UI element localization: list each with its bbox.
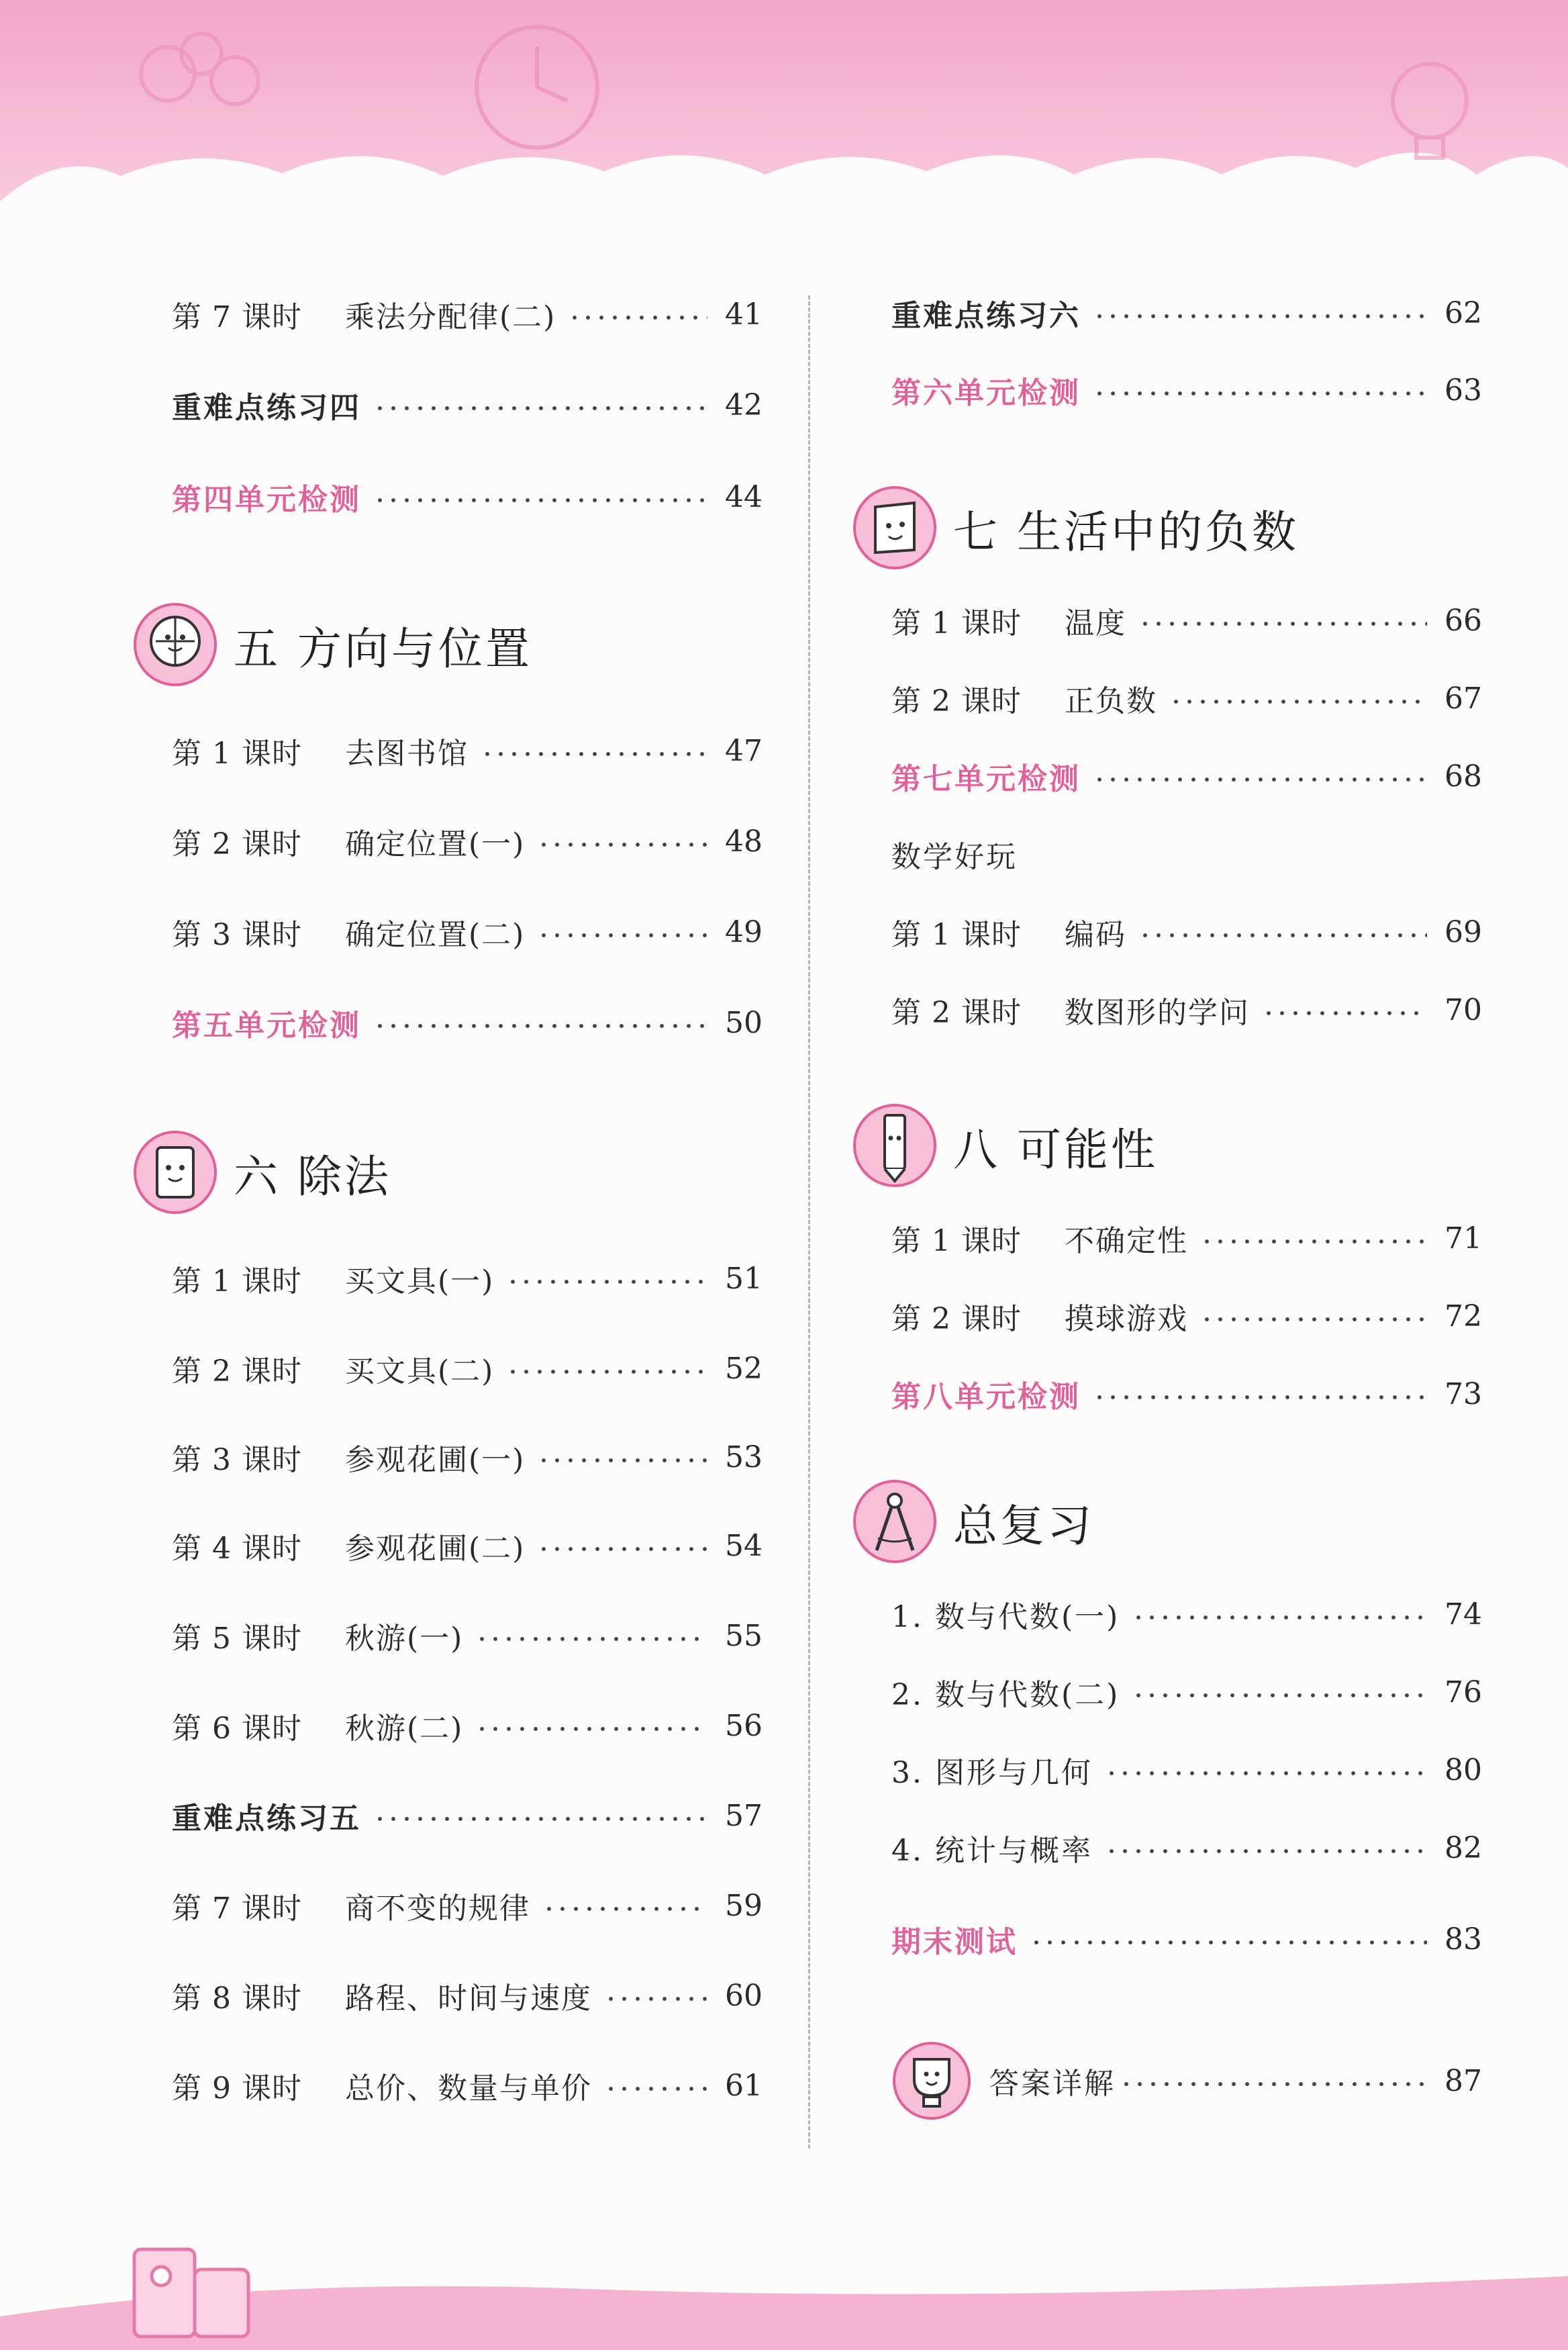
unit-heading[interactable] (851, 1098, 1482, 1192)
entry-title: 编码 (1065, 918, 1126, 952)
entry-title: 2. 数与代数(二) (891, 1678, 1120, 1712)
entry-title: 3. 图形与几何 (891, 1756, 1093, 1790)
compass-mascot-icon (851, 1478, 938, 1565)
entry-title: 4. 统计与概率 (891, 1834, 1093, 1868)
page-number: 51 (725, 1261, 763, 1296)
unit-title: 七 生活中的负数 (953, 506, 1299, 558)
page-number: 62 (1444, 295, 1482, 330)
toc-entry[interactable] (172, 1879, 763, 1932)
book-mascot-icon (851, 484, 938, 571)
entry-title: 第五单元检测 (172, 1008, 361, 1043)
entry-title: 第七单元检测 (891, 762, 1081, 796)
lesson-label: 第 3 课时 (172, 918, 302, 952)
entry-title: 买文具(一) (345, 1264, 495, 1299)
entry-title: 买文具(二) (345, 1354, 495, 1389)
page-number: 69 (1444, 914, 1482, 949)
dot-leader (1200, 1239, 1427, 1244)
unit-heading[interactable] (132, 598, 763, 692)
dot-leader (568, 315, 707, 320)
toc-entry[interactable] (172, 1699, 763, 1752)
entry-title: 乘法分配律(二) (345, 300, 556, 334)
dot-leader (1262, 1010, 1427, 1016)
page-number: 66 (1444, 603, 1482, 638)
dot-leader (1093, 1395, 1427, 1400)
toc-entry[interactable] (891, 671, 1482, 725)
toc-entry[interactable] (172, 814, 763, 868)
dot-leader (1093, 777, 1427, 782)
page-number: 63 (1444, 373, 1482, 408)
entry-title: 确定位置(二) (345, 918, 526, 952)
dot-leader (506, 1279, 707, 1284)
page-number: 55 (725, 1618, 763, 1653)
page-number: 50 (725, 1005, 763, 1040)
toc-entry[interactable] (891, 286, 1482, 340)
toc-entry[interactable] (172, 1430, 763, 1484)
toc-entry[interactable] (172, 1789, 763, 1842)
entry-title: 重难点练习六 (891, 299, 1081, 333)
lesson-label: 第 2 课时 (891, 684, 1022, 718)
page-number: 53 (725, 1440, 763, 1474)
entry-title: 第四单元检测 (172, 483, 361, 517)
dot-leader (1093, 314, 1427, 319)
entry-title: 数学好玩 (891, 840, 1018, 874)
toc-entry[interactable] (172, 724, 763, 778)
toc-entry[interactable] (172, 2059, 763, 2112)
page-number: 83 (1444, 1922, 1482, 1957)
toc-entry[interactable] (891, 1743, 1482, 1797)
unit-heading[interactable] (132, 1125, 763, 1219)
entry-title: 答案详解 (989, 2067, 1116, 2101)
entry-title: 参观花圃(二) (345, 1532, 526, 1566)
entry-title: 摸球游戏 (1065, 1302, 1188, 1336)
entry-title: 重难点练习四 (172, 391, 361, 425)
lesson-label: 第 6 课时 (172, 1711, 302, 1746)
entry-title: 确定位置(一) (345, 827, 526, 861)
dot-leader (542, 1906, 707, 1912)
toc-entry-unit-test[interactable] (891, 363, 1482, 417)
page-number: 68 (1444, 759, 1482, 794)
toc-entry[interactable] (891, 1587, 1482, 1641)
lesson-label: 第 3 课时 (172, 1443, 302, 1477)
toc-entry-answers[interactable] (891, 2037, 1482, 2124)
dot-leader (1120, 2081, 1427, 2087)
lesson-label: 第 1 课时 (891, 918, 1022, 952)
dot-leader (537, 842, 707, 847)
page-number: 67 (1444, 681, 1482, 716)
page-number: 61 (725, 2068, 763, 2103)
toc-entry-unit-test[interactable] (172, 470, 763, 524)
toc-entry[interactable] (891, 1821, 1482, 1875)
lesson-label: 第 2 课时 (891, 996, 1022, 1030)
lesson-label: 第 2 课时 (172, 1354, 302, 1389)
toc-entry-unit-test[interactable] (891, 1367, 1482, 1421)
toc-entry[interactable] (172, 1342, 763, 1395)
page-number: 41 (725, 297, 763, 332)
dot-leader (373, 498, 707, 503)
lesson-label: 第 1 课时 (891, 1224, 1022, 1258)
toc-entry[interactable] (891, 1289, 1482, 1343)
toc-entry[interactable] (172, 905, 763, 959)
pencil-mascot-icon (851, 1102, 938, 1189)
dot-leader (1030, 1940, 1427, 1945)
lesson-label: 第 8 课时 (172, 1981, 302, 2016)
dot-leader (537, 1546, 707, 1552)
lesson-label: 第 4 课时 (172, 1532, 302, 1566)
page-number: 72 (1444, 1299, 1482, 1333)
page-number: 80 (1444, 1752, 1482, 1787)
notebook-mascot-icon (132, 1129, 219, 1216)
toc-entry[interactable] (891, 983, 1482, 1037)
entry-title: 第八单元检测 (891, 1380, 1081, 1414)
footer-decoration (0, 2236, 1568, 2350)
page-number: 70 (1444, 992, 1482, 1027)
lesson-label: 第 1 课时 (891, 606, 1022, 641)
dot-leader (506, 1369, 707, 1374)
dot-leader (1200, 1317, 1427, 1322)
dot-leader (1132, 1693, 1427, 1698)
page-number: 56 (725, 1708, 763, 1743)
page-number: 47 (725, 733, 763, 768)
lesson-label: 第 5 课时 (172, 1621, 302, 1656)
unit-heading[interactable] (851, 481, 1482, 575)
entry-title: 第六单元检测 (891, 376, 1081, 410)
dot-leader (1105, 1848, 1427, 1854)
column-divider (808, 295, 810, 2149)
lesson-label: 第 1 课时 (172, 737, 302, 771)
unit-title: 总复习 (953, 1499, 1094, 1552)
page-number: 74 (1444, 1597, 1482, 1632)
toc-entry[interactable] (172, 1252, 763, 1305)
toc-entry[interactable] (172, 1519, 763, 1572)
page-number: 52 (725, 1351, 763, 1386)
dot-leader (373, 1816, 707, 1822)
lesson-label: 第 7 课时 (172, 300, 302, 334)
entry-title: 秋游(一) (345, 1621, 464, 1656)
unit-title: 八 可能性 (953, 1123, 1158, 1176)
toc-entry[interactable] (172, 378, 763, 432)
page-number: 54 (725, 1528, 763, 1563)
entry-title: 重难点练习五 (172, 1801, 361, 1836)
entry-title: 商不变的规律 (345, 1891, 530, 1926)
entry-title: 期末测试 (891, 1925, 1018, 1959)
page-number: 42 (725, 387, 763, 422)
dot-leader (1105, 1771, 1427, 1776)
entry-title: 不确定性 (1065, 1224, 1188, 1258)
dot-leader (604, 2086, 707, 2092)
review-heading[interactable] (851, 1474, 1482, 1568)
toc-entry-unit-test[interactable] (891, 749, 1482, 803)
toc-entry[interactable] (172, 1969, 763, 2022)
entry-title: 1. 数与代数(一) (891, 1600, 1120, 1634)
unit-title: 六 除法 (234, 1150, 391, 1203)
globe-mascot-icon (132, 601, 219, 688)
lesson-label: 第 2 课时 (172, 827, 302, 861)
entry-title: 数图形的学问 (1065, 996, 1250, 1030)
page-number: 49 (725, 914, 763, 949)
toc-entry[interactable] (172, 287, 763, 341)
page-number: 57 (725, 1798, 763, 1833)
entry-title: 路程、时间与速度 (345, 1981, 592, 2016)
entry-title: 秋游(二) (345, 1711, 464, 1746)
dot-leader (481, 751, 707, 757)
lesson-label: 第 7 课时 (172, 1891, 302, 1926)
toc-entry[interactable] (891, 1211, 1482, 1265)
dot-leader (1138, 621, 1427, 626)
entry-title: 温度 (1065, 606, 1126, 641)
toc-entry-final-test[interactable] (891, 1912, 1482, 1966)
unit-title: 五 方向与位置 (234, 622, 532, 675)
lesson-label: 第 9 课时 (172, 2071, 302, 2106)
page-number: 48 (725, 824, 763, 859)
toc-entry[interactable] (172, 1609, 763, 1662)
dot-leader (475, 1726, 707, 1732)
toc-section-heading[interactable] (891, 827, 1482, 881)
toc-entry[interactable] (891, 594, 1482, 647)
dot-leader (537, 933, 707, 938)
toc-entry[interactable] (891, 1665, 1482, 1719)
page-number: 87 (1444, 2063, 1482, 2098)
dot-leader (1132, 1615, 1427, 1620)
entry-title: 总价、数量与单价 (345, 2071, 592, 2106)
page-number: 59 (725, 1888, 763, 1923)
page-number: 71 (1444, 1221, 1482, 1256)
building-mascot-icon (134, 2249, 248, 2337)
dot-leader (537, 1458, 707, 1463)
page-number: 76 (1444, 1675, 1482, 1709)
dot-leader (604, 1996, 707, 2002)
trophy-mascot-icon (891, 2040, 972, 2121)
entry-title: 参观花圃(一) (345, 1443, 526, 1477)
entry-title: 正负数 (1065, 684, 1157, 718)
dot-leader (373, 1023, 707, 1029)
page-number: 82 (1444, 1830, 1482, 1865)
toc-entry[interactable] (891, 905, 1482, 959)
dot-leader (373, 406, 707, 411)
toc-entry-unit-test[interactable] (172, 996, 763, 1049)
lesson-label: 第 1 课时 (172, 1264, 302, 1299)
lesson-label: 第 2 课时 (891, 1302, 1022, 1336)
page-number: 73 (1444, 1376, 1482, 1411)
dot-leader (475, 1636, 707, 1642)
page-number: 44 (725, 479, 763, 514)
dot-leader (1169, 699, 1427, 704)
entry-title: 去图书馆 (345, 737, 469, 771)
dot-leader (1138, 933, 1427, 938)
dot-leader (1093, 391, 1427, 396)
page-number: 60 (725, 1978, 763, 2013)
header-decoration (0, 0, 1568, 269)
